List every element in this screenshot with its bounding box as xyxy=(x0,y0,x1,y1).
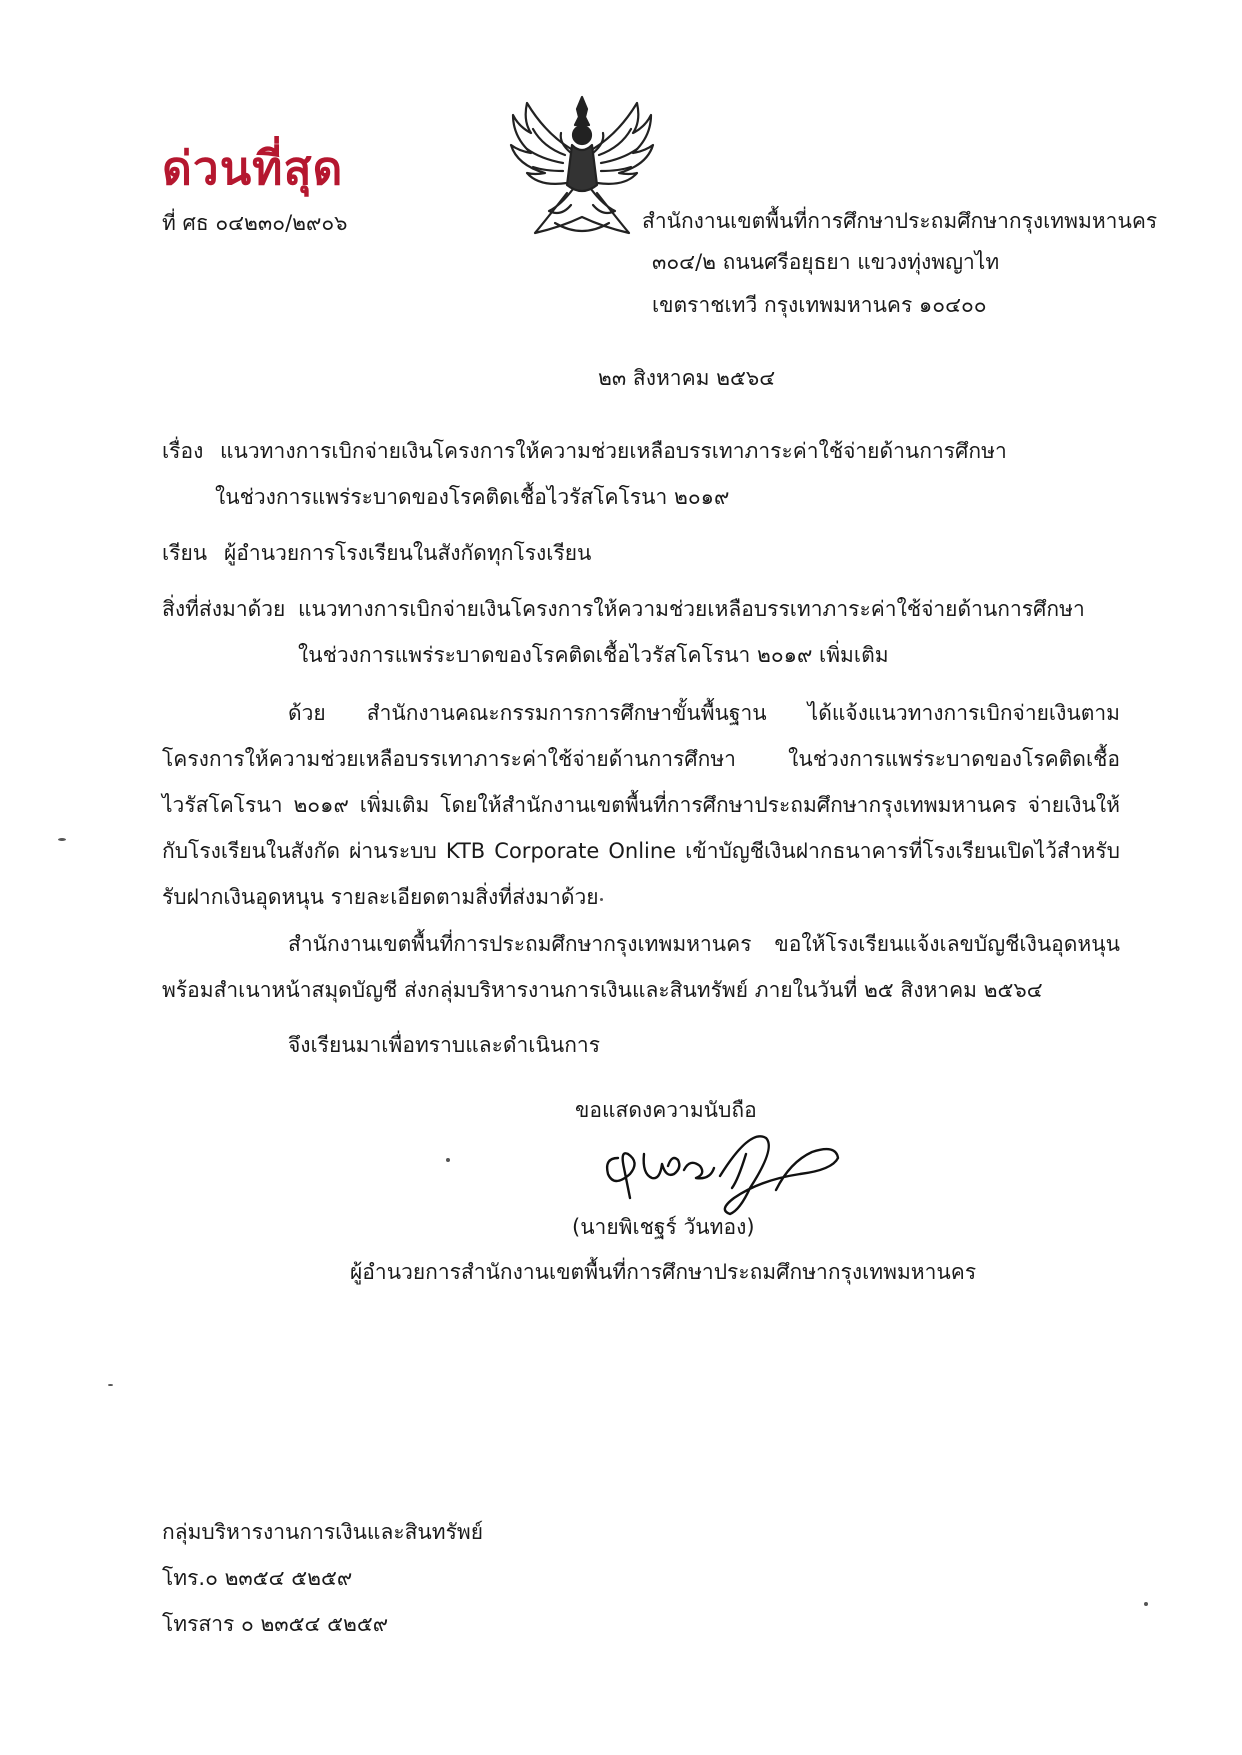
enclosure-label: สิ่งที่ส่งมาด้วย xyxy=(162,597,286,621)
enclosure-line1: แนวทางการเบิกจ่ายเงินโครงการให้ความช่วยเหลือบรรเทาภาระค่าใช้จ่ายด้านการศึกษา xyxy=(298,597,1085,621)
scan-speck xyxy=(446,1158,450,1162)
closing-statement: จึงเรียนมาเพื่อทราบและดำเนินการ xyxy=(288,1033,600,1057)
letter-date: ๒๓ สิงหาคม ๒๕๖๔ xyxy=(598,366,776,390)
scan-speck xyxy=(58,838,66,841)
footer-fax: โทรสาร ๐ ๒๓๕๔ ๕๒๕๙ xyxy=(162,1612,389,1636)
office-address-line1: สำนักงานเขตพื้นที่การศึกษาประถมศึกษากรุงเทพมหานคร xyxy=(642,209,1158,233)
subject-line2: ในช่วงการแพร่ระบาดของโรคติดเชื้อไวรัสโคโรนา ๒๐๑๙ xyxy=(215,485,730,509)
urgency-stamp: ด่วนที่สุด xyxy=(162,141,344,195)
subject-label: เรื่อง xyxy=(162,439,204,463)
salutation: ขอแสดงความนับถือ xyxy=(575,1098,757,1122)
recipient-value: ผู้อำนวยการโรงเรียนในสังกัดทุกโรงเรียน xyxy=(224,541,592,565)
body-paragraph-2: สำนักงานเขตพื้นที่การประถมศึกษากรุงเทพมหานคร ขอให้โรงเรียนแจ้งเลขบัญชีเงินอุดหนุน พร้อมสำเนาหน้าสมุดบัญชี ส่งกลุ่มบริหารงานการเงินและสินทรัพย์ ภายในวันที่ ๒๕ สิงหาคม ๒๕๖๔ xyxy=(162,932,1120,1002)
body-paragraph-1: ด้วย สำนักงานคณะกรรมการการศึกษาขั้นพื้นฐาน ได้แจ้งแนวทางการเบิกจ่ายเงินตามโครงการให้ความช่วยเหลือบรรเทาภาระค่าใช้จ่ายด้านการศึกษา ในช่วงการแพร่ระบาดของโรคติดเชื้อไวรัสโคโรนา ๒๐๑๙ เพิ่มเติม โดยให้สำนักงานเขตพื้นที่การศึกษาประถมศึกษากรุงเทพมหานคร จ่ายเงินให้กับโรงเรียนในสังกัด ผ่านระบบ KTB Corporate Online เข้าบัญชีเงินฝากธนาคารที่โรงเรียนเปิดไว้สำหรับรับฝากเงินอุดหนุน รายละเอียดตามสิ่งที่ส่งมาด้วย xyxy=(162,701,1120,909)
scan-speck xyxy=(1144,1602,1148,1606)
scan-speck xyxy=(600,898,603,901)
office-address-line2: ๓๐๔/๒ ถนนศรีอยุธยา แขวงทุ่งพญาไท xyxy=(652,250,1000,274)
subject-line1: แนวทางการเบิกจ่ายเงินโครงการให้ความช่วยเหลือบรรเทาภาระค่าใช้จ่ายด้านการศึกษา xyxy=(220,439,1007,463)
signatory-position: ผู้อำนวยการสำนักงานเขตพื้นที่การศึกษาประถมศึกษากรุงเทพมหานคร xyxy=(350,1260,977,1284)
office-address-line3: เขตราชเทวี กรุงเทพมหานคร ๑๐๔๐๐ xyxy=(652,293,987,317)
signatory-name: (นายพิเชฐร์ วันทอง) xyxy=(572,1215,755,1239)
reference-number: ที่ ศธ ๐๔๒๓๐/๒๙๐๖ xyxy=(162,211,348,235)
footer-phone: โทร.๐ ๒๓๕๔ ๕๒๕๙ xyxy=(162,1566,353,1590)
scan-speck xyxy=(108,1384,113,1386)
footer-department: กลุ่มบริหารงานการเงินและสินทรัพย์ xyxy=(162,1520,484,1544)
recipient-label: เรียน xyxy=(162,541,208,565)
handwritten-signature xyxy=(600,1118,840,1218)
garuda-emblem-icon xyxy=(505,93,660,243)
enclosure-line2: ในช่วงการแพร่ระบาดของโรคติดเชื้อไวรัสโคโรนา ๒๐๑๙ เพิ่มเติม xyxy=(298,643,889,667)
